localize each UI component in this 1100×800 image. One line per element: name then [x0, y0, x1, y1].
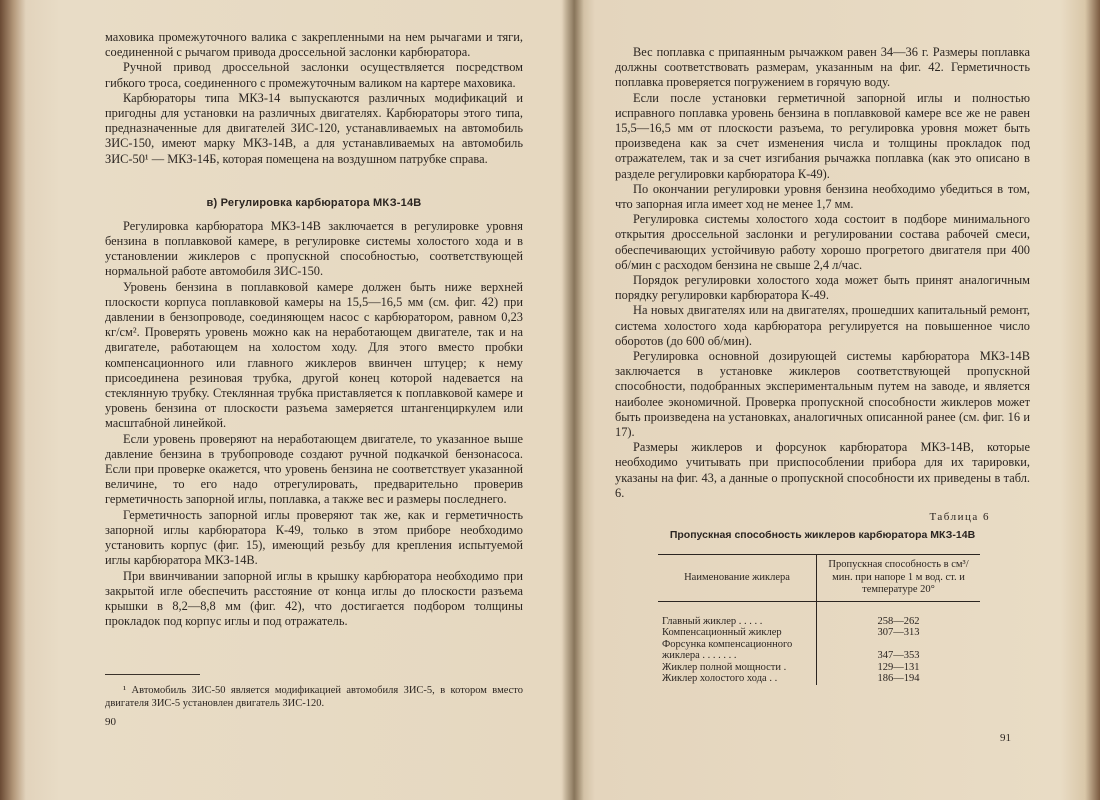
jet-capacity: 258—262	[877, 615, 920, 627]
jet-name: Форсунка компенсационного	[658, 639, 817, 651]
section-heading: в) Регулировка карбюратора МКЗ-14В	[206, 196, 422, 209]
footnote-rule	[105, 674, 200, 675]
page-number-left: 90	[105, 716, 116, 728]
left-paragraph: При ввинчивании запорной иглы в крышку карбюратора необходимо при закрытой игле обеспечить расстояние от конца иглы до плоскости разъема крышки в 8,2—8,8 мм (фиг. 42), что достигается подбором толщины прокладок под корпус иглы и под отражатель.	[105, 568, 523, 629]
right-paragraph: Вес поплавка с припаянным рычажком равен 34—36 г. Размеры поплавка должны соответствовать размерам, указанным на фиг. 42. Герметичность поплавка проверяется погружением в горячую воду.	[615, 45, 1030, 90]
left-page-text	[105, 30, 523, 629]
left-paragraph: маховика промежуточного валика с закрепленными на нем рычагами и тяги, соединенной с рычагом привода дроссельной заслонки карбюратора.	[105, 30, 523, 60]
table-row	[658, 673, 980, 685]
right-page	[615, 0, 1030, 800]
left-paragraph: Ручной привод дроссельной заслонки осуществляется посредством гибкого троса, соединенного с промежуточным валиком на картере маховика.	[105, 60, 523, 90]
jet-capacity: 347—353	[877, 650, 920, 662]
book-gutter	[562, 0, 584, 800]
jet-name: Главный жиклер . . . . .	[658, 616, 817, 628]
jet-capacity: 307—313	[877, 627, 920, 639]
jet-name: Жиклер полной мощности .	[658, 662, 817, 674]
table-row	[658, 650, 980, 662]
left-page	[105, 0, 523, 800]
table-label: Таблица 6	[929, 511, 990, 524]
page-number-right: 91	[1000, 732, 1011, 744]
table-header-row	[658, 555, 980, 602]
header-capacity: Пропускная способность в см³/мин. при напоре 1 м вод. ст. и температуре 20°	[817, 555, 981, 602]
right-paragraph: На новых двигателях или на двигателях, прошедших капитальный ремонт, система холостого хода карбюратора регулируется на повышенное число оборотов (до 600 об/мин).	[615, 303, 1030, 348]
right-paragraph: Размеры жиклеров и форсунок карбюратора МКЗ-14В, которые необходимо учитывать при приспособлении прибора для их тарировки, указаны на фиг. 43, а данные о пропускной способности их приведены в табл. 6.	[615, 440, 1030, 500]
jet-name: Компенсационный жиклер	[658, 627, 817, 639]
table-row	[658, 639, 980, 651]
right-paragraph: Если после установки герметичной запорной иглы и полностью исправного поплавка уровень бензина в поплавковой камере все же не равен 15,5—16,5 мм от плоскости разъема, то регулировка уровня может быть произведена как за счет изменения числа и толщины прокладок под отражателем, так и за счет изгибания рычажка поплавка (как это описано в разделе регулировки карбюратора К-49).	[615, 90, 1030, 181]
table-row	[658, 662, 980, 674]
jet-name: Жиклер холостого хода . .	[658, 673, 817, 685]
table-spacer	[658, 601, 817, 616]
table-row	[658, 616, 980, 628]
footnote: ¹ Автомобиль ЗИС-50 является модификацией автомобиля ЗИС-5, в котором вместо двигателя ЗИС-5 установлен двигатель ЗИС-120.	[105, 685, 523, 709]
left-paragraph: Регулировка карбюратора МКЗ-14В заключается в регулировке уровня бензина в поплавковой камере, в регулировке системы холостого хода и в установлении жиклеров с пропускной способностью, соответствующей нормальной работе автомобиля ЗИС-150.	[105, 218, 523, 279]
right-page-text	[615, 45, 1030, 685]
jet-capacity: 129—131	[877, 661, 920, 673]
right-paragraph: Регулировка системы холостого хода состоит в подборе минимального открытия дроссельной заслонки и регулировании состава рабочей смеси, обеспечивающих устойчивую работу хорошо прогретого двигателя при 400 об/мин с расходом бензина не свыше 2,4 л/час.	[615, 212, 1030, 272]
jet-name: жиклера . . . . . . .	[658, 650, 817, 662]
right-paragraph: Регулировка основной дозирующей системы карбюратора МКЗ-14В заключается в установке жиклеров соответствующей пропускной способности, подобранных экспериментальным путем на заводе, и является наиболее экономичной. Проверка пропускной способности жиклеров может быть произведена на установках, аналогичных описанной ранее (см. фиг. 16 и 17).	[615, 349, 1030, 440]
jet-capacity: 186—194	[877, 673, 920, 685]
right-paragraph: Порядок регулировки холостого хода может быть принят аналогичным порядку регулировки карбюратора К-49.	[615, 273, 1030, 303]
right-paragraph: По окончании регулировки уровня бензина необходимо убедиться в том, что запорная игла имеет ход не менее 1,7 мм.	[615, 181, 1030, 212]
jet-capacity-table	[658, 554, 980, 685]
header-jet-name: Наименование жиклера	[658, 555, 817, 602]
left-paragraph: Если уровень проверяют на неработающем двигателе, то указанное выше давление бензина в трубопроводе создают ручной подкачкой бензонасоса. Если при проверке окажется, что уровень бензина не соответствует указанной величине, то его надо отрегулировать, предварительно проверив герметичность запорной иглы, поплавка, а также вес и размеры последнего.	[105, 431, 523, 507]
left-paragraph: Карбюраторы типа МКЗ-14 выпускаются различных модификаций и пригодны для установки на различных двигателях. Карбюраторы этого типа, предназначенные для двигателей ЗИС-120, устанавливаемых на автомобиль ЗИС-150, имеют марку МКЗ-14В, а для устанавливаемых на автомобиль ЗИС-50¹ — МКЗ-14Б, которая помещена на воздушном патрубке справа.	[105, 90, 523, 166]
table-title: Пропускная способность жиклеров карбюратора МКЗ-14В	[669, 529, 976, 542]
jet-capacity	[817, 639, 981, 651]
left-paragraph: Герметичность запорной иглы проверяют так же, как и герметичность запорной иглы карбюратора К-49, только в этом приборе необходимо установить корпус (фиг. 15), имеющий резьбу для крепления испытуемой иглы карбюратора МКЗ-14В.	[105, 507, 523, 568]
table-row	[658, 627, 980, 639]
left-paragraph: Уровень бензина в поплавковой камере должен быть ниже верхней плоскости корпуса поплавковой камеры на 15,5—16,5 мм (см. фиг. 42) при давлении в бензопроводе, соединяющем насос с карбюратором, равном 0,23 кг/см². Проверять уровень можно как на неработающем двигателе, так и на двигателе, работающем на холостом ходу. Для этого вместо пробки компенсационного или главного жиклеров ввинчен штуцер; к нему присоединена резиновая трубка, другой конец которой надевается на стеклянную трубку. Стеклянная трубка приставляется к поплавковой камере и уровень бензина от плоскости разъема замеряется штангенциркулем или масштабной линейкой.	[105, 279, 523, 431]
